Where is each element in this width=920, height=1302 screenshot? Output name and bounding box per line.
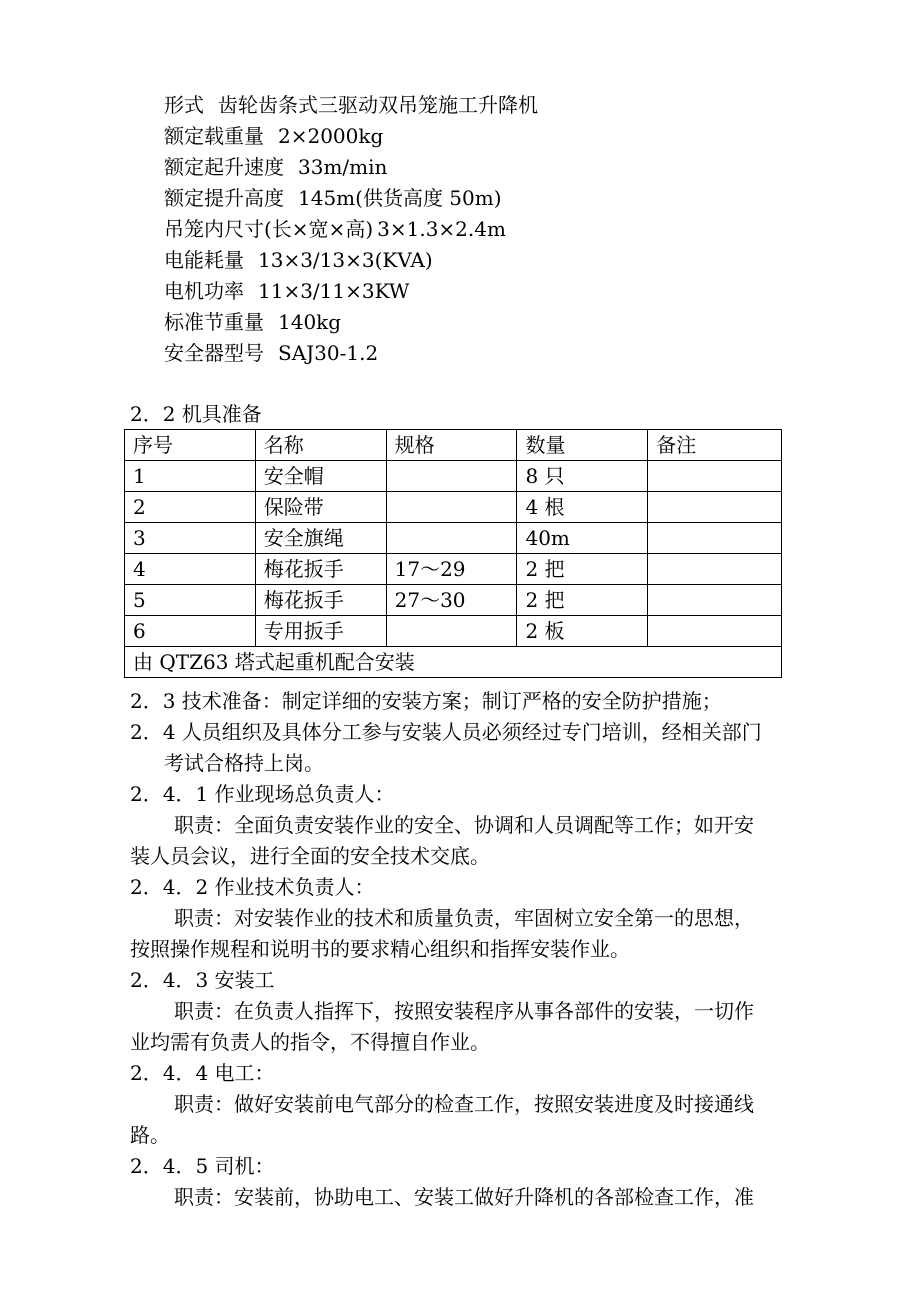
- table-row: [125, 585, 782, 616]
- role-duty-cont: 装人员会议，进行全面的安全技术交底。: [130, 844, 490, 868]
- table-cell: 40m: [517, 523, 648, 554]
- spec-value: SAJ30-1.2: [278, 341, 379, 365]
- spec-value: 145m(供货高度 50m): [298, 186, 502, 210]
- table-cell: 5: [125, 585, 256, 616]
- table-cell: 梅花扳手: [255, 554, 386, 585]
- table-cell: 2 板: [517, 616, 648, 647]
- table-cell: 2: [125, 492, 256, 523]
- table-header-cell: 数量: [517, 430, 648, 461]
- table-header-cell: 备注: [648, 430, 782, 461]
- table-cell: 8 只: [517, 461, 648, 492]
- table-cell: 3: [125, 523, 256, 554]
- table-footer-cell: 由 QTZ63 塔式起重机配合安装: [125, 647, 782, 678]
- spec-value: 2×2000kg: [278, 124, 384, 148]
- section-2-4-line1: 2．4 人员组织及具体分工参与安装人员必须经过专门培训，经相关部门: [130, 720, 762, 744]
- spec-label: 额定提升高度: [164, 186, 284, 210]
- role-duty: 职责：做好安装前电气部分的检查工作，按照安装进度及时接通线: [174, 1092, 754, 1116]
- table-cell: [648, 616, 782, 647]
- table-header-cell: 规格: [386, 430, 517, 461]
- spec-line: [164, 276, 409, 306]
- spec-value: 11×3/11×3KW: [258, 279, 410, 303]
- table-header-row: [125, 430, 782, 461]
- spec-value: 齿轮齿条式三驱动双吊笼施工升降机: [218, 93, 538, 117]
- table-row: [125, 554, 782, 585]
- spec-label: 额定载重量: [164, 124, 264, 148]
- role-duty-cont: 按照操作规程和说明书的要求精心组织和指挥安装作业。: [130, 937, 630, 961]
- table-cell: [648, 461, 782, 492]
- spec-label: 电能耗量: [164, 248, 244, 272]
- table-cell: 保险带: [255, 492, 386, 523]
- spec-label: 电机功率: [164, 279, 244, 303]
- role-heading: 2．4．3 安装工: [130, 968, 275, 992]
- table-cell: [386, 523, 517, 554]
- spec-value: 13×3/13×3(KVA): [258, 248, 433, 272]
- table-header-cell: 名称: [255, 430, 386, 461]
- spec-label: 形式: [164, 93, 204, 117]
- section-2-3: 2．3 技术准备：制定详细的安装方案；制订严格的安全防护措施；: [130, 689, 722, 713]
- spec-label: 标准节重量: [164, 310, 264, 334]
- section-2-4-line2: 考试合格持上岗。: [164, 751, 324, 775]
- role-duty: 职责：安装前，协助电工、安装工做好升降机的各部检查工作，准: [174, 1185, 754, 1209]
- role-heading: 2．4．2 作业技术负责人：: [130, 875, 375, 899]
- table-cell: 1: [125, 461, 256, 492]
- role-duty: 职责：全面负责安装作业的安全、协调和人员调配等工作；如开安: [174, 813, 754, 837]
- table-cell: 2 把: [517, 554, 648, 585]
- table-row: [125, 616, 782, 647]
- role-heading: 2．4．5 司机：: [130, 1154, 275, 1178]
- spec-line: [164, 214, 506, 244]
- table-cell: 4 根: [517, 492, 648, 523]
- table-cell: [648, 492, 782, 523]
- table-cell: [648, 585, 782, 616]
- table-header-cell: 序号: [125, 430, 256, 461]
- equipment-table: [124, 429, 782, 678]
- spec-value: 140kg: [278, 310, 342, 334]
- table-cell: 2 把: [517, 585, 648, 616]
- spec-line: [164, 90, 538, 120]
- spec-line: [164, 121, 383, 151]
- table-cell: 安全帽: [255, 461, 386, 492]
- spec-label: 吊笼内尺寸(长×宽×高): [164, 217, 374, 241]
- table-cell: 4: [125, 554, 256, 585]
- spec-line: [164, 245, 433, 275]
- spec-line: [164, 183, 502, 213]
- table-cell: 安全旗绳: [255, 523, 386, 554]
- table-cell: [648, 523, 782, 554]
- table-footer-row: [125, 647, 782, 678]
- role-heading: 2．4．4 电工：: [130, 1061, 275, 1085]
- role-duty-cont: 业均需有负责人的指令，不得擅自作业。: [130, 1030, 490, 1054]
- table-cell: [648, 554, 782, 585]
- spec-value: 33m/min: [298, 155, 388, 179]
- table-cell: [386, 492, 517, 523]
- role-heading: 2．4．1 作业现场总负责人：: [130, 782, 395, 806]
- spec-value: 3×1.3×2.4m: [377, 217, 506, 241]
- table-cell: 梅花扳手: [255, 585, 386, 616]
- table-cell: 17～29: [386, 554, 517, 585]
- spec-line: [164, 338, 378, 368]
- table-cell: 6: [125, 616, 256, 647]
- section-heading-2-2: 2．2 机具准备: [130, 402, 262, 426]
- spec-label: 额定起升速度: [164, 155, 284, 179]
- table-cell: [386, 616, 517, 647]
- table-row: [125, 461, 782, 492]
- table-cell: 专用扳手: [255, 616, 386, 647]
- role-duty: 职责：在负责人指挥下，按照安装程序从事各部件的安装，一切作: [174, 999, 754, 1023]
- table-cell: 27～30: [386, 585, 517, 616]
- table-row: [125, 492, 782, 523]
- table-cell: [386, 461, 517, 492]
- role-duty-cont: 路。: [130, 1123, 170, 1147]
- role-duty: 职责：对安装作业的技术和质量负责，牢固树立安全第一的思想，: [174, 906, 754, 930]
- spec-line: [164, 307, 341, 337]
- spec-line: [164, 152, 387, 182]
- spec-label: 安全器型号: [164, 341, 264, 365]
- table-row: [125, 523, 782, 554]
